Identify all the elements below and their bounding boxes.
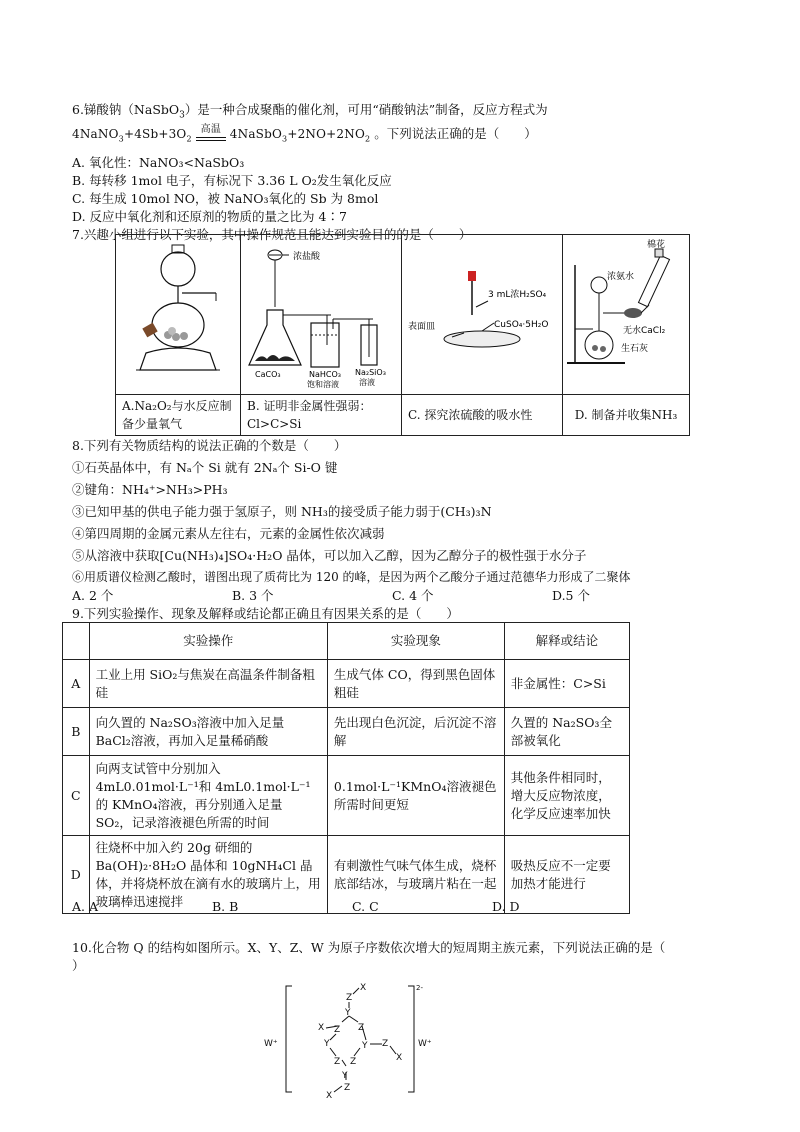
- b-mid1-label: NaHCO₃: [309, 370, 341, 379]
- q9-header-phen: 实验现象: [327, 623, 504, 660]
- atom-x: X: [326, 1091, 333, 1100]
- atom-x: X: [318, 1023, 325, 1033]
- atom-z: Z: [334, 1025, 341, 1035]
- ammonia-apparatus-icon: [563, 235, 689, 389]
- q9-option-c: C. C: [352, 899, 379, 914]
- q8-option-d: D.5 个: [552, 588, 590, 603]
- d-cacl2-label: 无水CaCl₂: [623, 326, 666, 336]
- q7-table: [115, 234, 690, 436]
- q8-option-b: B. 3 个: [232, 588, 274, 603]
- q6-option-c: C. 每生成 10mol NO，被 NaNO₃氧化的 Sb 为 8mol: [72, 191, 379, 206]
- q6-equation-line: $4NaNO_3+4Sb+3O_2$ 高温 $4NaSbO_3+2NO+2NO_2$ 。下列说法正确的是（ ）: [72, 124, 537, 148]
- atom-y: Y: [342, 1071, 348, 1081]
- cation-left: W⁺: [264, 1039, 278, 1049]
- c-crystal-label: CuSO₄·5H₂O: [494, 320, 549, 330]
- q8-item-4: ④第四周期的金属元素从左往右，元素的金属性依次减弱: [72, 526, 385, 541]
- atom-z: Z: [344, 1083, 351, 1093]
- atom-z: Z: [346, 993, 353, 1003]
- d-ammonia-label: 浓氨水: [607, 272, 635, 282]
- q7-cell-a: A.Na₂O₂与水反应制备少量氧气: [116, 395, 241, 436]
- q9-option-b: B. B: [212, 899, 239, 914]
- table-row: D 往烧杯中加入约 20g 研细的 Ba(OH)₂·8H₂O 晶体和 10gNH₄Cl 晶体，并将烧杯放在滴有水的玻璃片上，用玻璃棒迅速搅拌 有刺激性气味气体生成，烧杯底部结冰，与玻璃片粘在一起 吸热反应不一定要加热才能进行: [63, 836, 630, 914]
- gas-generation-apparatus-icon: [241, 235, 401, 389]
- q8-item-5: ⑤从溶液中获取[Cu(NH₃)₄]SO₄·H₂O 晶体，可以加入乙醇，因为乙醇分子的极性强于水分子: [72, 548, 587, 563]
- q7-stem: 7.兴趣小组进行以下实验，其中操作规范且能达到实验目的的是（ ）: [72, 227, 472, 242]
- dropper-watchglass-icon: [402, 235, 562, 389]
- q7-apparatus-b: [241, 235, 402, 395]
- atom-y: Y: [362, 1041, 368, 1051]
- d-cotton-label: 棉花: [647, 240, 666, 250]
- atom-z: Z: [350, 1057, 357, 1067]
- b-mid2-label: 饱和溶液: [307, 380, 339, 389]
- q8-item-6: ⑥用质谱仪检测乙酸时，谱图出现了质荷比为 120 的峰，是因为两个乙酸分子通过范德华力形成了二聚体: [72, 570, 631, 584]
- q6-option-a: A. 氧化性：NaNO₃<NaSbO₃: [72, 155, 245, 170]
- q6-option-d: D. 反应中氧化剂和还原剂的物质的量之比为 4∶7: [72, 209, 347, 224]
- q10-stem-end: ）: [72, 958, 85, 973]
- q7-cell-d: D. 制备并收集NH₃: [563, 395, 690, 436]
- atom-x: X: [360, 983, 367, 993]
- q9-header-blank: [63, 623, 90, 660]
- q6-stem: 6.锑酸钠（NaSbO$_3$）是一种合成聚酯的催化剂，可用“硝酸钠法”制备，反应方程式为: [72, 102, 548, 121]
- atom-z: Z: [334, 1057, 341, 1067]
- atom-y: Y: [324, 1039, 330, 1049]
- q10-stem: 10.化合物 Q 的结构如图所示。X、Y、Z、W 为原子序数依次增大的短周期主族元素，下列说法正确的是（: [72, 940, 666, 955]
- q7-apparatus-a: [116, 235, 241, 395]
- q7-cell-b: B. 证明非金属性强弱：Cl>C>Si: [241, 395, 402, 436]
- atom-z: Z: [358, 1023, 365, 1033]
- table-row: A 工业上用 SiO₂与焦炭在高温条件制备粗硅 生成气体 CO，得到黑色固体粗硅 非金属性：C>Si: [63, 660, 630, 708]
- q9-option-d: D. D: [492, 899, 520, 914]
- atom-y: Y: [345, 1008, 351, 1018]
- q7-apparatus-c: [402, 235, 563, 395]
- b-right1-label: Na₂SiO₃: [355, 368, 386, 377]
- q9-stem: 9.下列实验操作、现象及解释或结论都正确且有因果关系的是（ ）: [72, 606, 459, 621]
- d-lime-label: 生石灰: [621, 344, 649, 354]
- c-reagent-label: 3 mL浓H₂SO₄: [488, 290, 547, 300]
- q8-option-c: C. 4 个: [392, 588, 434, 603]
- atom-z: Z: [382, 1039, 389, 1049]
- q6-equation: $4NaNO_3+4Sb+3O_2$ 高温 $4NaSbO_3+2NO+2NO_2$: [72, 127, 374, 141]
- atom-x: X: [396, 1053, 403, 1063]
- b-reagent-label: 浓盐酸: [293, 252, 321, 262]
- q7-cell-c: C. 探究浓硫酸的吸水性: [402, 395, 563, 436]
- q6-condition: 高温: [200, 124, 221, 136]
- table-row: B 向久置的 Na₂SO₃溶液中加入足量 BaCl₂溶液，再加入足量稀硝酸 先出现白色沉淀，后沉淀不溶解 久置的 Na₂SO₃全部被氧化: [63, 708, 630, 756]
- c-dish-label: 表面皿: [408, 322, 436, 332]
- q8-item-1: ①石英晶体中，有 Nₐ个 Si 就有 2Nₐ个 Si-O 键: [72, 460, 338, 475]
- q7-apparatus-d: [563, 235, 690, 395]
- b-right2-label: 溶液: [359, 378, 375, 387]
- b-solid-label: CaCO₃: [255, 370, 281, 379]
- q9-header-concl: 解释或结论: [504, 623, 629, 660]
- q8-stem: 8.下列有关物质结构的说法正确的个数是（ ）: [72, 438, 347, 453]
- q9-table: [62, 622, 630, 914]
- q9-option-a: A. A: [72, 899, 99, 914]
- q9-header-op: 实验操作: [89, 623, 327, 660]
- q8-item-3: ③已知甲基的供电子能力强于氢原子，则 NH₃的接受质子能力弱于(CH₃)₃N: [72, 504, 492, 519]
- charge-label: 2-: [416, 984, 423, 992]
- q10-structure-diagram: [250, 980, 450, 1100]
- table-row: C 向两支试管中分别加入 4mL0.01mol·L⁻¹和 4mL0.1mol·L⁻¹的 KMnO₄溶液，再分别通入足量 SO₂，记录溶液褪色所需的时间 0.1mol·L⁻¹KMnO₄溶液褪色所需时间更短 其他条件相同时，增大反应物浓度，化学反应速率加快: [63, 756, 630, 836]
- q6-option-b: B. 每转移 1mol 电子，有标况下 3.36 L O₂发生氧化反应: [72, 173, 392, 188]
- cation-right: W⁺: [418, 1039, 432, 1049]
- q8-item-2: ②键角：NH₄⁺>NH₃>PH₃: [72, 482, 228, 497]
- q8-option-a: A. 2 个: [72, 588, 114, 603]
- separatory-funnel-apparatus-icon: [116, 235, 240, 389]
